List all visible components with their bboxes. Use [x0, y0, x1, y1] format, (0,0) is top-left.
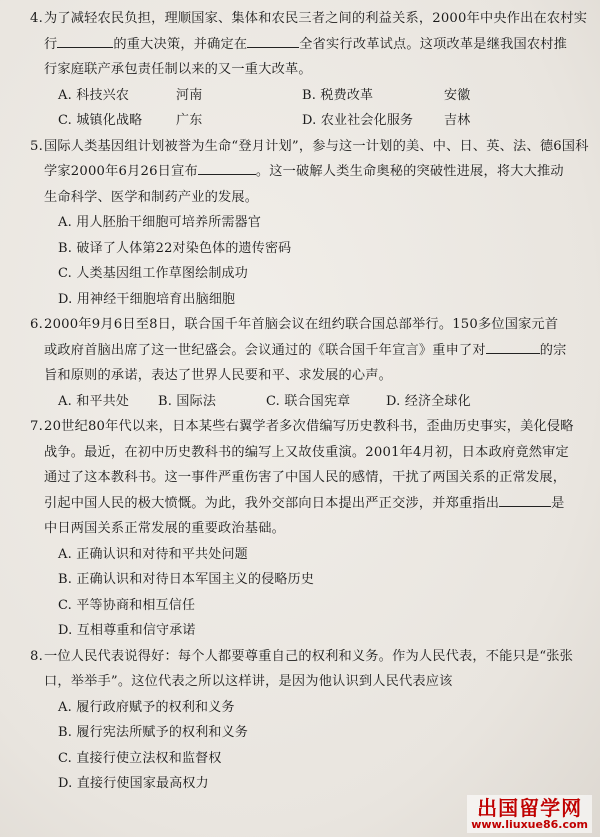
answer-blank: [198, 161, 256, 175]
answer-blank: [247, 34, 299, 48]
option-row: [44, 83, 578, 109]
question-stem-line: 4.为了减轻农民负担，理顺国家、集体和农民三者之间的利益关系，2000年中央作出在农村实: [44, 6, 578, 32]
question-stem-line: 口，举举手”。这位代表之所以这样讲，是因为他认识到人民代表应该: [44, 674, 453, 689]
option-b: B. 破译了人体第22对染色体的遗传密码: [58, 240, 292, 256]
option-a: A. 用人胚胎干细胞可培养所需器官: [58, 215, 262, 230]
question-stem-line: 8.一位人民代表说得好：每个人都要尊重自己的权利和义务。作为人民代表，不能只是“张张: [44, 644, 578, 670]
option-a: A. 履行政府赋予的权利和义务: [58, 699, 235, 715]
question-stem-line: 学家2000年6月26日宣布 。这一破解人类生命奥秘的突破性进展，将大大推动: [44, 159, 578, 185]
site-watermark: [467, 795, 592, 833]
option-b-place: 安徽: [444, 87, 471, 103]
option-c: C. 人类基因组工作草图绘制成功: [58, 266, 248, 281]
option-c: C. 联合国宪章: [266, 393, 351, 409]
option-c: C. 平等协商和相互信任: [58, 597, 196, 613]
option-a: A. 科技兴农: [58, 87, 130, 103]
question-8: [30, 644, 578, 797]
option-c-place: 广东: [176, 113, 203, 128]
option-b: B. 国际法: [158, 393, 217, 409]
answer-blank: [486, 340, 540, 354]
question-stem-line: 引起中国人民的极大愤慨。为此，我外交部向日本提出严正交涉，并郑重指出 是: [44, 491, 578, 517]
watermark-title: 出国留学网: [477, 796, 583, 820]
option-c: C. 城镇化战略: [58, 113, 143, 128]
question-stem-line: 行家庭联产承包责任制以来的又一重大改革。: [44, 62, 312, 77]
watermark-url: www.liuxue86.com: [471, 818, 588, 831]
option-b: B. 税费改革: [302, 87, 374, 103]
option-b: B. 履行宪法所赋予的权利和义务: [58, 725, 249, 740]
question-4: [30, 6, 588, 134]
answer-blank: [499, 493, 551, 507]
question-stem-line: 战争。最近，在初中历史教科书的编写上又故伎重演。2001年4月初，日本政府竟然审定: [44, 444, 569, 460]
option-d: D. 互相尊重和信守承诺: [58, 623, 196, 638]
option-b: B. 正确认识和对待日本军国主义的侵略历史: [58, 572, 315, 587]
question-stem-line: 6.2000年9月6日至8日，联合国千年首脑会议在纽约联合国总部举行。150多位国家元首: [44, 312, 578, 338]
question-stem-line: 5.国际人类基因组计划被誉为生命“登月计划”，参与这一计划的美、中、日、英、法、德6国科: [44, 134, 578, 160]
option-a: A. 正确认识和对待和平共处问题: [58, 546, 248, 562]
option-row: [44, 389, 578, 415]
option-a: A. 和平共处: [58, 393, 130, 409]
option-d: D. 用神经干细胞培育出脑细胞: [58, 291, 236, 307]
question-number: 7.: [30, 419, 43, 434]
option-c: C. 直接行使立法权和监督权: [58, 750, 222, 766]
option-d-place: 吉林: [444, 113, 471, 128]
question-stem-line: 通过了这本教科书。这一事件严重伤害了中国人民的感情，干扰了两国关系的正常发展，: [44, 470, 567, 485]
question-6: [30, 312, 578, 414]
option-row: [44, 108, 578, 134]
question-7: [30, 414, 578, 644]
question-stem-line: 或政府首脑出席了这一世纪盛会。会议通过的《联合国千年宣言》重申了对 的宗: [44, 338, 578, 364]
question-number: 8.: [30, 648, 43, 664]
option-a-place: 河南: [176, 87, 203, 103]
option-d: D. 直接行使国家最高权力: [58, 776, 209, 791]
question-stem-line: 行 的重大决策，并确定在 全省实行改革试点。这项改革是继我国农村推: [44, 32, 578, 58]
option-d: D. 经济全球化: [386, 393, 471, 409]
question-stem-line: 中日两国关系正常发展的重要政治基础。: [44, 521, 285, 536]
option-d: D. 农业社会化服务: [302, 113, 414, 128]
question-stem-line: 旨和原则的承诺，表达了世界人民要和平、求发展的心声。: [44, 368, 393, 383]
question-number: 6.: [30, 317, 43, 332]
question-number: 4.: [30, 11, 43, 26]
question-stem-line: 7.20世纪80年代以来，日本某些右翼学者多次借编写历史教科书，歪曲历史事实，美化侵略: [44, 414, 578, 440]
question-5: [30, 134, 589, 313]
answer-blank: [57, 34, 113, 48]
question-number: 5.: [30, 138, 43, 154]
question-stem-line: 生命科学、医学和制药产业的发展。: [44, 189, 259, 205]
